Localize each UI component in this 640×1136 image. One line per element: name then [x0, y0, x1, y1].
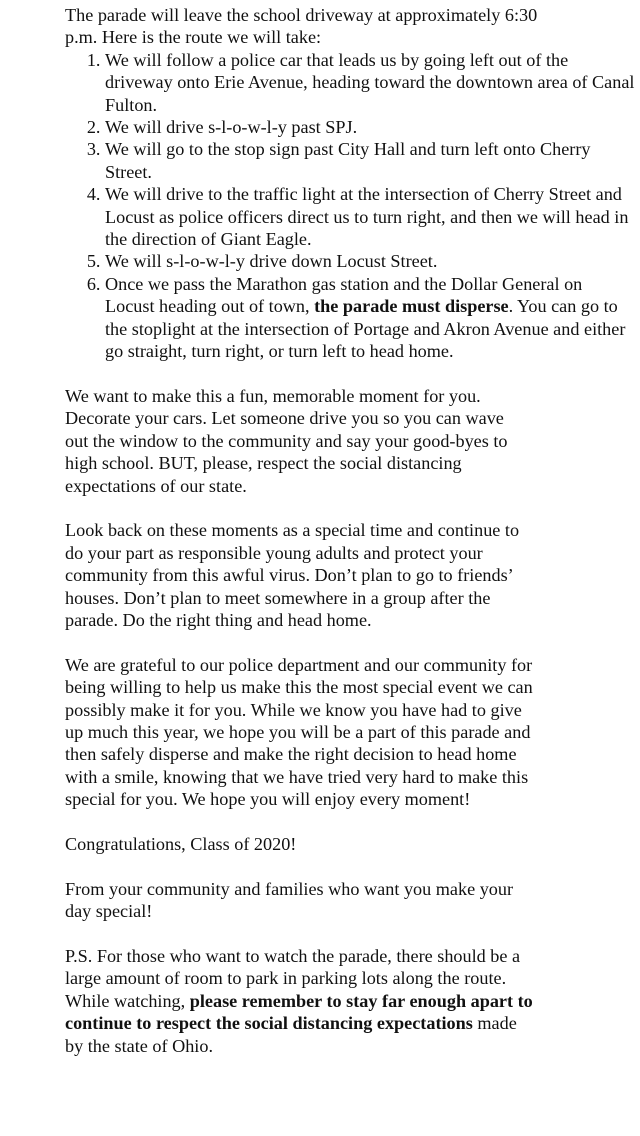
route-step-text: We will drive s-l-o-w-l-y past SPJ. — [105, 117, 358, 138]
route-list — [65, 49, 635, 363]
lookback-paragraph: Look back on these moments as a special time and continue to do your part as responsible young adults and protect your community from this awful virus. Don’t plan to go to friends’ houses. Don’t plan to meet somewhere in a group after the parade. Do the right thing and head home. — [65, 520, 520, 630]
route-step-text: We will s-l-o-w-l-y drive down Locust Street. — [105, 251, 438, 272]
route-step-text: We will drive to the traffic light at the intersection of Cherry Street and Locust as police officers direct us to turn right, and then we will head in the direction of Giant Eagle. — [105, 184, 629, 250]
route-step-6 — [105, 273, 635, 363]
intro-line-1: The parade will leave the school driveway at approximately 6:30 — [65, 5, 538, 25]
paragraph-gap — [65, 631, 635, 653]
ps-text-continued: made by the state of Ohio. — [65, 1013, 517, 1056]
route-step-text: Once we pass the Marathon gas station and the Dollar General on Locust heading out of town, — [105, 273, 583, 317]
route-step-text: We will go to the stop sign past City Hall and turn left onto Cherry Street. — [105, 139, 591, 182]
intro-paragraph — [65, 4, 635, 49]
ps-emphasis: please remember to stay far enough apart to continue to respect the social distancing expectations — [65, 990, 533, 1034]
ps-text: P.S. For those who want to watch the parade, there should be a large amount of room to park in parking lots along the route. While watching, — [65, 945, 521, 1011]
route-step-5 — [105, 250, 635, 272]
route-step-text: We will follow a police car that leads us by going left out of the driveway onto Erie Avenue, heading toward the downtown area of Canal Fulton. — [105, 49, 635, 115]
congratulations-line: Congratulations, Class of 2020! — [65, 833, 297, 854]
route-step-4 — [105, 183, 635, 250]
route-step-3 — [105, 138, 635, 183]
paragraph-gap — [65, 497, 635, 519]
disperse-emphasis: the parade must disperse — [314, 296, 509, 317]
paragraph-gap — [65, 855, 635, 877]
paragraph-gap — [65, 363, 635, 385]
fun-paragraph: We want to make this a fun, memorable moment for you. Decorate your cars. Let someone drive you so you can wave out the window to the community and say your good-byes to high school. BUT, please, respect the social distancing expectations of our state. — [65, 385, 508, 496]
route-step-2 — [105, 116, 635, 138]
ps-paragraph — [65, 945, 635, 1057]
document-body — [65, 4, 635, 1057]
intro-line-2: p.m. Here is the route we will take: — [65, 27, 322, 48]
route-step-text-continued: . You can go to the stoplight at the intersection of Portage and Akron Avenue and either go straight, turn right, or turn left to head home. — [105, 296, 626, 362]
grateful-paragraph: We are grateful to our police department and our community for being willing to help us make this the most special event we can possibly make it for you. While we know you have had to give up much this year, we hope you will be a part of this parade and then safely disperse and make the right decision to head home with a smile, knowing that we have tried very hard to make this special for you. We hope you will enjoy every moment! — [65, 654, 533, 810]
closing-paragraph: From your community and families who want you make your day special! — [65, 878, 514, 922]
paragraph-gap — [65, 811, 635, 833]
route-step-1 — [105, 49, 635, 116]
paragraph-gap — [65, 923, 635, 945]
